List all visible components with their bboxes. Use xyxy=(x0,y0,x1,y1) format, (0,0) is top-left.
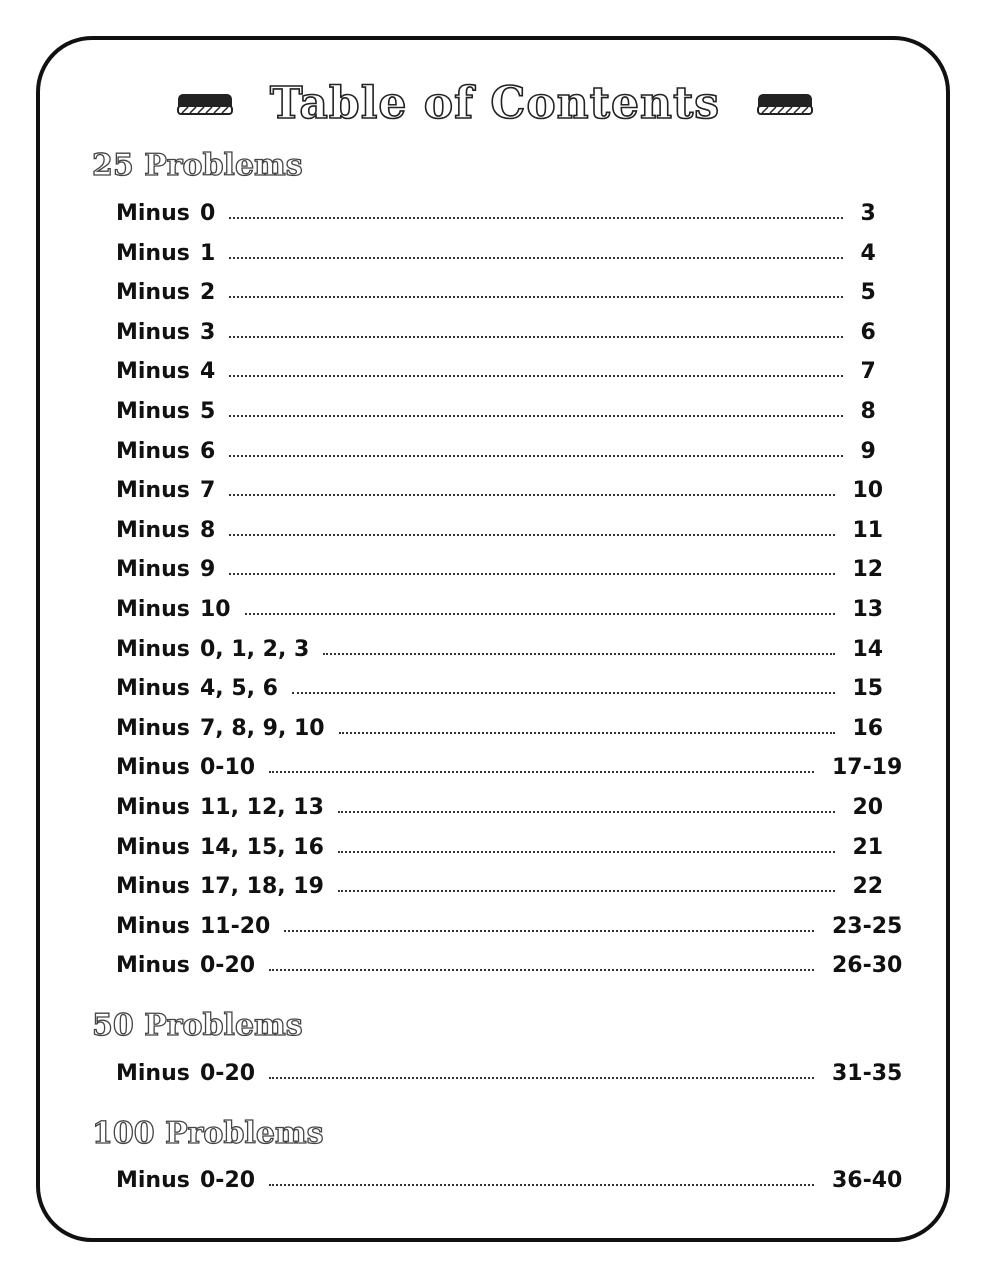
dot-leader xyxy=(338,851,835,853)
entry-range: 9 xyxy=(200,557,216,583)
page-number: 21 xyxy=(852,834,884,860)
entry-label xyxy=(116,356,215,388)
entry-prefix: Minus xyxy=(116,319,190,345)
entry-prefix: Minus xyxy=(116,676,190,702)
entry-prefix: Minus xyxy=(116,201,190,226)
dot-leader xyxy=(229,455,843,457)
dot-leader xyxy=(229,336,843,338)
entry-range: 0-20 xyxy=(200,1168,256,1193)
dot-leader xyxy=(229,257,843,259)
entry-prefix: Minus xyxy=(116,953,190,979)
page-number: 13 xyxy=(852,597,884,622)
page-number: 9 xyxy=(860,438,876,464)
entry-prefix: Minus xyxy=(116,755,190,781)
page-number: 17-19 xyxy=(832,755,903,781)
page-title: Table of Contents xyxy=(269,78,721,129)
entry-label xyxy=(116,950,255,982)
dot-leader xyxy=(269,1184,814,1186)
dot-leader xyxy=(284,930,814,932)
dot-leader xyxy=(229,296,843,298)
entry-range: 7, 8, 9, 10 xyxy=(200,715,325,741)
entry-label xyxy=(116,832,324,864)
entry-range: 6 xyxy=(200,438,216,464)
dot-leader xyxy=(338,811,835,813)
toc-entry xyxy=(116,673,902,705)
page-number: 5 xyxy=(860,280,876,306)
toc-entry xyxy=(116,950,902,982)
page-number: 11 xyxy=(852,517,884,543)
entry-prefix: Minus xyxy=(116,1168,190,1193)
dot-leader xyxy=(229,494,835,496)
page-number: 16 xyxy=(852,715,884,741)
section-heading: 100 Problems xyxy=(92,1116,324,1151)
entry-prefix: Minus xyxy=(116,517,190,543)
dot-leader xyxy=(245,613,835,615)
entry-label xyxy=(116,673,278,705)
toc-entry xyxy=(116,1058,902,1090)
entry-label xyxy=(116,238,215,270)
toc-entry xyxy=(116,554,902,586)
entry-range: 4, 5, 6 xyxy=(200,676,278,702)
toc-entry xyxy=(116,356,902,388)
eraser-icon xyxy=(756,91,814,117)
dot-leader xyxy=(229,573,835,575)
toc-entry xyxy=(116,871,902,903)
dot-leader xyxy=(269,771,814,773)
page-number: 3 xyxy=(860,201,876,226)
dot-leader xyxy=(323,653,835,655)
toc-entry xyxy=(116,713,902,745)
entry-range: 7 xyxy=(200,478,216,504)
entry-prefix: Minus xyxy=(116,874,190,900)
eraser-icon xyxy=(176,91,234,117)
page-number: 36-40 xyxy=(832,1168,903,1193)
toc-entry xyxy=(116,396,902,428)
entry-prefix: Minus xyxy=(116,399,190,424)
dot-leader xyxy=(229,375,843,377)
toc-entry xyxy=(116,238,902,270)
entry-label xyxy=(116,634,309,666)
entry-range: 3 xyxy=(200,319,216,345)
entry-label xyxy=(116,911,270,943)
entry-prefix: Minus xyxy=(116,280,190,306)
entry-range: 8 xyxy=(200,517,216,543)
page-number: 31-35 xyxy=(832,1061,903,1086)
dot-leader xyxy=(339,732,835,734)
page-number: 12 xyxy=(852,557,884,583)
entry-label xyxy=(116,515,215,547)
page-number: 26-30 xyxy=(832,953,903,979)
entry-range: 0-20 xyxy=(200,953,256,979)
entry-range: 0-10 xyxy=(200,755,256,781)
section-heading: 25 Problems xyxy=(92,148,303,183)
entry-label xyxy=(116,317,215,349)
toc-entry xyxy=(116,317,902,349)
page-number: 6 xyxy=(860,319,876,345)
entry-label xyxy=(116,475,215,507)
entry-range: 5 xyxy=(200,399,216,424)
entry-range: 11-20 xyxy=(200,913,271,939)
entry-range: 14, 15, 16 xyxy=(200,834,324,860)
dot-leader xyxy=(269,1077,814,1079)
entry-label xyxy=(116,713,325,745)
entry-range: 0-20 xyxy=(200,1061,256,1086)
entry-prefix: Minus xyxy=(116,636,190,662)
dot-leader xyxy=(292,692,835,694)
toc-entry xyxy=(116,594,902,626)
entry-range: 10 xyxy=(200,597,231,622)
page-number: 23-25 xyxy=(832,913,903,939)
entry-label xyxy=(116,752,255,784)
entry-label xyxy=(116,436,215,468)
entry-range: 11, 12, 13 xyxy=(200,795,324,820)
entry-prefix: Minus xyxy=(116,557,190,583)
entry-label xyxy=(116,594,231,626)
entry-range: 17, 18, 19 xyxy=(200,874,324,900)
page-number: 7 xyxy=(860,359,876,385)
entry-range: 4 xyxy=(200,359,216,385)
page-number: 22 xyxy=(852,874,884,900)
section-heading: 50 Problems xyxy=(92,1008,303,1043)
entry-label xyxy=(116,277,215,309)
entry-prefix: Minus xyxy=(116,438,190,464)
toc-entry xyxy=(116,752,902,784)
dot-leader xyxy=(338,890,835,892)
toc-entry xyxy=(116,634,902,666)
entry-prefix: Minus xyxy=(116,1061,190,1086)
toc-entry xyxy=(116,436,902,468)
dot-leader xyxy=(229,534,835,536)
toc-entry xyxy=(116,277,902,309)
page-number: 8 xyxy=(860,399,876,424)
entry-label xyxy=(116,554,215,586)
toc-entry xyxy=(116,911,902,943)
entry-range: 0, 1, 2, 3 xyxy=(200,636,310,662)
entry-label xyxy=(116,871,324,903)
entry-prefix: Minus xyxy=(116,913,190,939)
toc-entry xyxy=(116,515,902,547)
entry-prefix: Minus xyxy=(116,834,190,860)
entry-label xyxy=(116,1058,255,1090)
dot-leader xyxy=(229,415,843,417)
entry-label xyxy=(116,792,324,824)
toc-entry xyxy=(116,792,902,824)
entry-label xyxy=(116,396,215,428)
page-number: 10 xyxy=(852,478,884,504)
entry-range: 2 xyxy=(200,280,216,306)
entry-prefix: Minus xyxy=(116,478,190,504)
page-number: 15 xyxy=(852,676,884,702)
entry-prefix: Minus xyxy=(116,240,190,266)
entry-label xyxy=(116,198,215,230)
entry-prefix: Minus xyxy=(116,359,190,385)
toc-entry xyxy=(116,832,902,864)
entry-label xyxy=(116,1165,255,1197)
entry-prefix: Minus xyxy=(116,795,190,820)
toc-entry xyxy=(116,198,902,230)
toc-entry xyxy=(116,475,902,507)
entry-range: 1 xyxy=(200,240,216,266)
entry-range: 0 xyxy=(200,201,216,226)
page-number: 4 xyxy=(860,240,876,266)
entry-prefix: Minus xyxy=(116,597,190,622)
page-number: 14 xyxy=(852,636,884,662)
title-banner xyxy=(0,76,990,132)
dot-leader xyxy=(269,969,814,971)
entry-prefix: Minus xyxy=(116,715,190,741)
toc-entry xyxy=(116,1165,902,1197)
page-number: 20 xyxy=(852,795,884,820)
dot-leader xyxy=(229,217,843,219)
